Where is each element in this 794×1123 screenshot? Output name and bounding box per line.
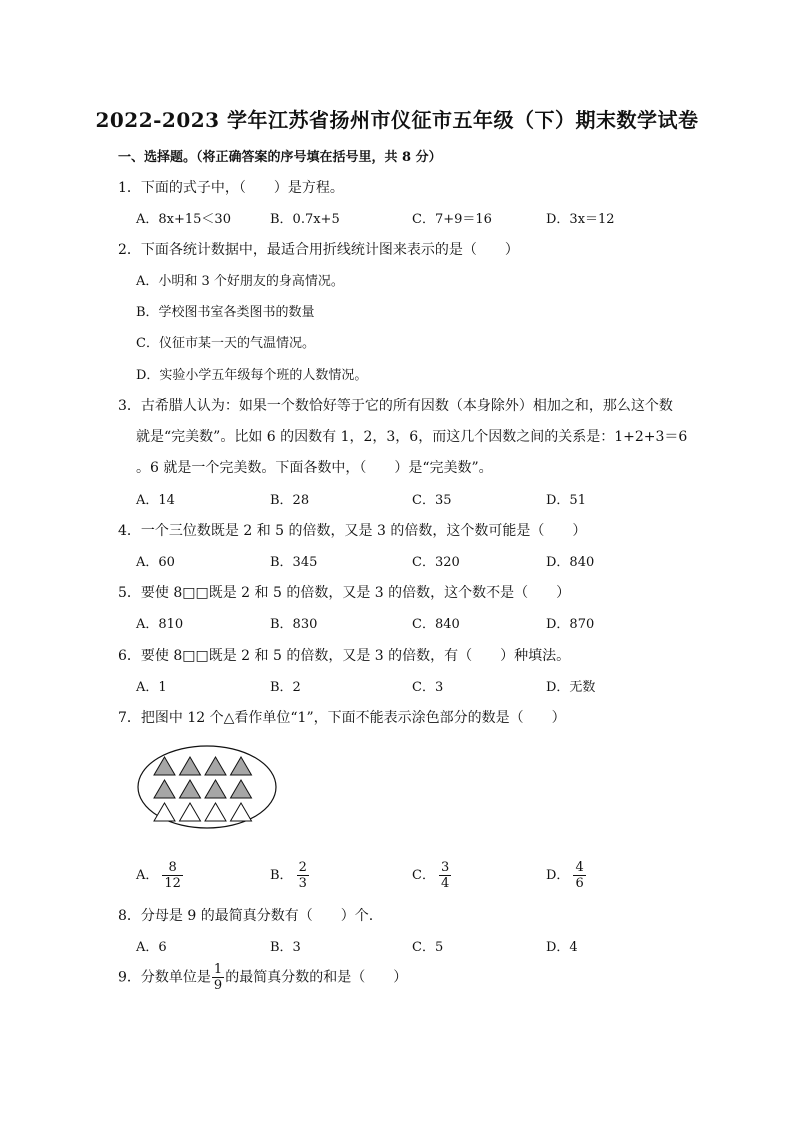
triangles-figure — [136, 744, 278, 830]
question-3-option-c: C．35 — [412, 493, 452, 508]
shaded-triangle — [205, 757, 226, 775]
shaded-triangle — [231, 757, 252, 775]
question-1-option-c: C．7+9＝16 — [412, 212, 492, 227]
shaded-triangle — [231, 780, 252, 798]
question-8-stem: 8．分母是 9 的最简真分数有（ ）个. — [118, 908, 374, 924]
question-2-option-c: C．仪征市某一天的气温情况。 — [136, 336, 315, 351]
unshaded-triangle — [154, 803, 175, 821]
question-4-stem: 4．一个三位数既是 2 和 5 的倍数，又是 3 的倍数，这个数可能是（ ） — [118, 523, 587, 539]
question-3-line-2: 就是“完美数”。比如 6 的因数有 1，2，3，6，而这几个因数之间的关系是：1+2+3＝6 — [136, 429, 688, 445]
unshaded-triangle — [205, 803, 226, 821]
question-6-option-a: A．1 — [136, 680, 167, 695]
page-title: 2022-2023 学年江苏省扬州市仪征市五年级（下）期末数学试卷 — [95, 108, 699, 132]
fraction-a — [162, 860, 183, 891]
option-b-label: B． — [270, 868, 293, 883]
question-3-line-1: 3．古希腊人认为：如果一个数恰好等于它的所有因数（本身除外）相加之和，那么这个数 — [118, 398, 673, 414]
question-2-option-d: D．实验小学五年级每个班的人数情况。 — [136, 368, 368, 383]
question-3-option-d: D．51 — [546, 493, 586, 508]
question-5-stem: 5．要使 8□□既是 2 和 5 的倍数，又是 3 的倍数，这个数不是（ ） — [118, 585, 571, 601]
question-7-option-b — [270, 860, 309, 891]
shaded-triangle — [154, 757, 175, 775]
question-7-option-a — [136, 860, 183, 891]
option-a-label: A． — [136, 868, 159, 883]
question-7-option-d — [546, 860, 586, 891]
question-4-option-a: A．60 — [136, 555, 175, 570]
question-1-option-a: A．8x+15＜30 — [136, 212, 231, 227]
fraction-d — [573, 860, 585, 891]
question-2-option-a: A．小明和 3 个好朋友的身高情况。 — [136, 274, 344, 289]
fraction-a-denominator: 12 — [164, 876, 181, 891]
option-c-label: C． — [412, 868, 435, 883]
question-2-stem: 2．下面各统计数据中，最适合用折线统计图来表示的是（ ） — [118, 242, 519, 258]
shaded-triangle — [205, 780, 226, 798]
question-4-option-c: C．320 — [412, 555, 460, 570]
shaded-triangle — [180, 757, 201, 775]
question-9-prefix: 9．分数单位是 — [118, 969, 211, 986]
question-9-suffix: 的最简真分数的和是（ ） — [225, 969, 408, 986]
question-2-option-b: B．学校图书室各类图书的数量 — [136, 305, 315, 320]
question-5-option-a: A．810 — [136, 617, 184, 632]
option-d-label: D． — [546, 868, 570, 883]
fraction-unit-denominator: 9 — [213, 978, 223, 993]
fraction-c — [439, 860, 451, 891]
question-6-option-c: C．3 — [412, 680, 444, 695]
question-8-option-d: D．4 — [546, 940, 578, 955]
fraction-unit — [212, 962, 224, 993]
question-3-line-3: 。6 就是一个完美数。下面各数中，（ ）是“完美数”。 — [136, 460, 493, 476]
question-1-stem: 1．下面的式子中，（ ）是方程。 — [118, 180, 344, 196]
shaded-triangle — [154, 780, 175, 798]
question-9-stem — [118, 962, 407, 993]
shaded-triangle — [180, 780, 201, 798]
fraction-d-denominator: 6 — [575, 876, 584, 891]
question-8-option-a: A．6 — [136, 940, 167, 955]
question-5-option-d: D．870 — [546, 617, 595, 632]
fraction-c-denominator: 4 — [440, 876, 450, 891]
fraction-b-denominator: 3 — [298, 876, 307, 891]
question-7-option-c — [412, 860, 451, 891]
section-heading: 一、选择题。（将正确答案的序号填在括号里，共 8 分） — [118, 150, 442, 165]
fraction-d-numerator: 4 — [575, 860, 584, 875]
question-3-option-b: B．28 — [270, 493, 310, 508]
fraction-a-numerator: 8 — [168, 860, 177, 875]
unshaded-triangle — [231, 803, 252, 821]
fraction-unit-numerator: 1 — [213, 962, 223, 977]
question-6-stem: 6．要使 8□□既是 2 和 5 的倍数，又是 3 的倍数，有（ ）种填法。 — [118, 648, 571, 664]
question-1-option-b: B．0.7x+5 — [270, 212, 340, 227]
fraction-b — [297, 860, 309, 891]
question-8-option-b: B．3 — [270, 940, 301, 955]
question-1-option-d: D．3x＝12 — [546, 212, 615, 227]
question-4-option-b: B．345 — [270, 555, 318, 570]
question-7-stem: 7．把图中 12 个△看作单位“1”，下面不能表示涂色部分的数是（ ） — [118, 710, 566, 726]
fraction-b-numerator: 2 — [298, 860, 307, 875]
question-3-option-a: A．14 — [136, 493, 175, 508]
question-4-option-d: D．840 — [546, 555, 595, 570]
question-5-option-b: B．830 — [270, 617, 318, 632]
question-8-option-c: C．5 — [412, 940, 444, 955]
fraction-c-numerator: 3 — [440, 860, 450, 875]
unshaded-triangle — [180, 803, 201, 821]
question-6-option-b: B．2 — [270, 680, 301, 695]
question-5-option-c: C．840 — [412, 617, 460, 632]
question-6-option-d: D．无数 — [546, 680, 596, 695]
